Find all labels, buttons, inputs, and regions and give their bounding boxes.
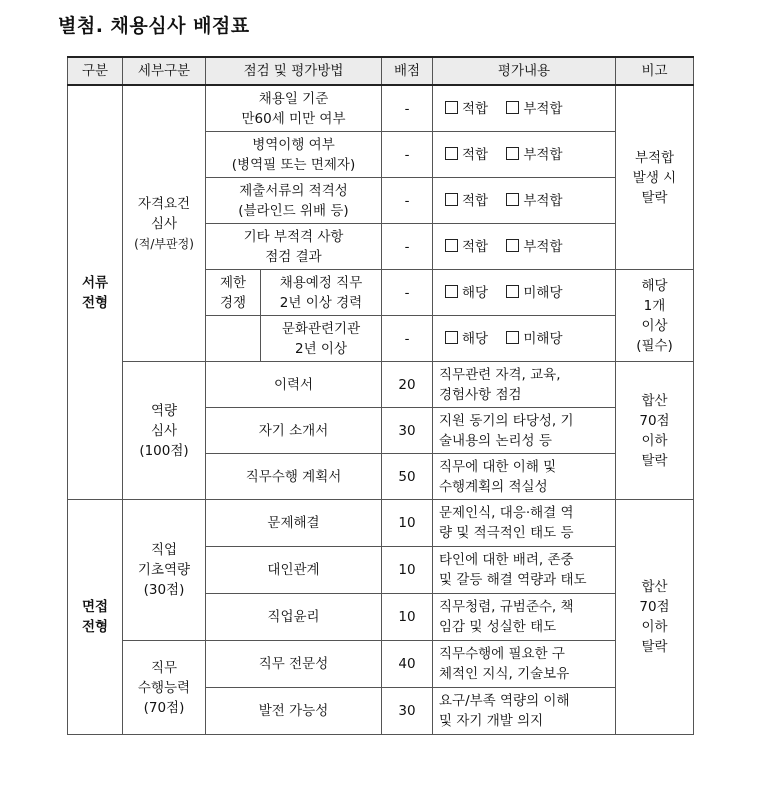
content-cell: 직무청렴, 규범준수, 책 임감 및 성실한 태도 — [433, 594, 616, 641]
checkbox-group — [433, 316, 616, 362]
note-competency: 합산 70점 이하 탈락 — [616, 362, 694, 500]
qualification-sublabel: (적/부판정) — [134, 236, 194, 251]
checkbox[interactable] — [445, 239, 458, 252]
subsection-competency: 역량 심사 (100점) — [123, 362, 206, 500]
score-cell: - — [382, 270, 433, 316]
checkbox-label: 부적합 — [523, 100, 563, 117]
restricted-inner — [206, 316, 381, 361]
checkbox[interactable] — [445, 193, 458, 206]
header-note: 비고 — [616, 57, 694, 85]
content-cell: 타인에 대한 배려, 존중 및 갈등 해결 역량과 태도 — [433, 547, 616, 594]
table-row — [68, 500, 694, 547]
header-score: 배점 — [382, 57, 433, 85]
content-cell: 직무에 대한 이해 및 수행계획의 적실성 — [433, 454, 616, 500]
score-cell: 30 — [382, 688, 433, 735]
header-row — [68, 57, 694, 85]
method-cell: 기타 부적격 사항 점검 결과 — [206, 224, 382, 270]
score-cell: 10 — [382, 547, 433, 594]
score-table — [67, 56, 694, 735]
method-cell: 채용예정 직무 2년 이상 경력 — [279, 274, 363, 311]
score-cell: - — [382, 132, 433, 178]
checkbox-group — [433, 85, 616, 132]
note-restricted: 해당 1개 이상 (필수) — [616, 270, 694, 362]
checkbox-group — [433, 178, 616, 224]
checkbox[interactable] — [506, 331, 519, 344]
score-cell: 30 — [382, 408, 433, 454]
checkbox-label: 부적합 — [523, 192, 563, 209]
checkbox[interactable] — [506, 101, 519, 114]
section-label-document: 서류 전형 — [68, 85, 123, 500]
header-subcategory: 세부구분 — [123, 57, 206, 85]
score-cell: 10 — [382, 500, 433, 547]
restricted-split — [206, 270, 382, 316]
score-cell: 50 — [382, 454, 433, 500]
checkbox[interactable] — [506, 285, 519, 298]
method-cell: 대인관계 — [206, 547, 382, 594]
checkbox-label: 적합 — [462, 100, 489, 117]
checkbox-label: 적합 — [462, 192, 489, 209]
content-cell: 직무관련 자격, 교육, 경험사항 점검 — [433, 362, 616, 408]
method-cell: 자기 소개서 — [206, 408, 382, 454]
content-cell: 문제인식, 대응·해결 역 량 및 적극적인 태도 등 — [433, 500, 616, 547]
restricted-label: 제한 경쟁 — [206, 270, 261, 315]
checkbox-label: 해당 — [462, 284, 489, 301]
header-category: 구분 — [68, 57, 123, 85]
score-cell: - — [382, 178, 433, 224]
qualification-label: 자격요건 심사 — [137, 195, 191, 232]
content-cell: 요구/부족 역량의 이해 및 자기 개발 의지 — [433, 688, 616, 735]
subsection-qualification — [123, 85, 206, 362]
checkbox-label: 적합 — [462, 146, 489, 163]
checkbox-label: 부적합 — [523, 238, 563, 255]
subsection-basic: 직업 기초역량 (30점) — [123, 500, 206, 641]
method-cell: 이력서 — [206, 362, 382, 408]
section-label-interview: 면접 전형 — [68, 500, 123, 735]
subsection-performance: 직무 수행능력 (70점) — [123, 641, 206, 735]
table-row — [68, 362, 694, 408]
method-cell: 직무 전문성 — [206, 641, 382, 688]
restricted-split — [206, 316, 382, 362]
score-cell: - — [382, 85, 433, 132]
note-qualification: 부적합 발생 시 탈락 — [616, 85, 694, 270]
method-cell: 발전 가능성 — [206, 688, 382, 735]
content-cell: 지원 동기의 타당성, 기 술내용의 논리성 등 — [433, 408, 616, 454]
method-cell: 병역이행 여부 (병역필 또는 면제자) — [206, 132, 382, 178]
score-cell: - — [382, 316, 433, 362]
checkbox-label: 해당 — [462, 330, 489, 347]
score-cell: 20 — [382, 362, 433, 408]
checkbox[interactable] — [506, 239, 519, 252]
content-cell: 직무수행에 필요한 구 체적인 지식, 기술보유 — [433, 641, 616, 688]
checkbox[interactable] — [506, 193, 519, 206]
checkbox-label: 미해당 — [523, 330, 563, 347]
checkbox[interactable] — [445, 147, 458, 160]
method-cell: 제출서류의 적격성 (블라인드 위배 등) — [206, 178, 382, 224]
page-title: 별첨. 채용심사 배점표 — [58, 15, 250, 37]
checkbox-group — [433, 270, 616, 316]
header-content: 평가내용 — [433, 57, 616, 85]
score-cell: 40 — [382, 641, 433, 688]
method-cell: 문화관련기관 2년 이상 — [281, 320, 361, 357]
score-cell: 10 — [382, 594, 433, 641]
checkbox[interactable] — [506, 147, 519, 160]
checkbox-label: 부적합 — [523, 146, 563, 163]
checkbox[interactable] — [445, 285, 458, 298]
checkbox-group — [433, 224, 616, 270]
method-cell: 문제해결 — [206, 500, 382, 547]
checkbox-label: 미해당 — [523, 284, 563, 301]
checkbox[interactable] — [445, 101, 458, 114]
checkbox[interactable] — [445, 331, 458, 344]
checkbox-label: 적합 — [462, 238, 489, 255]
method-cell: 채용일 기준 만60세 미만 여부 — [206, 85, 382, 132]
note-interview: 합산 70점 이하 탈락 — [616, 500, 694, 735]
table-row — [68, 85, 694, 132]
restricted-label-spacer — [206, 316, 261, 361]
checkbox-group — [433, 132, 616, 178]
header-method: 점검 및 평가방법 — [206, 57, 382, 85]
table-row — [68, 641, 694, 688]
method-cell: 직무수행 계획서 — [206, 454, 382, 500]
score-cell: - — [382, 224, 433, 270]
method-cell: 직업윤리 — [206, 594, 382, 641]
restricted-inner — [206, 270, 381, 315]
